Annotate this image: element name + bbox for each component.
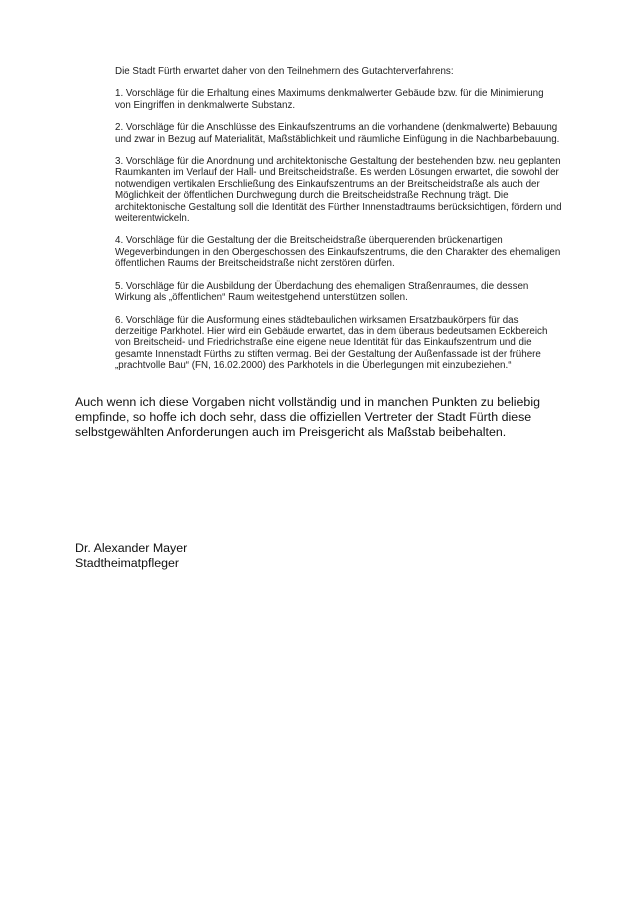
signature-block xyxy=(75,541,560,571)
list-item-2: 2. Vorschläge für die Anschlüsse des Einkaufszentrums an die vorhandene (denkmalwerte) Bebauung und zwar in Bezug auf Materialität, Maßstäblichkeit und räumliche Einfügung in die Nachbarbebauung. xyxy=(115,122,560,145)
list-item-3: 3. Vorschläge für die Anordnung und architektonische Gestaltung der bestehenden bzw. neu geplanten Raumkanten im Verlauf der Hall- und Breitscheidstraße. Es werden Lösungen erwartet, die sowohl der notwendigen vertikalen Erschließung des Einkaufszentrums an der Breitscheidstraße als auch der Möglichkeit der öffentlichen Durchwegung durch die Breitscheidstraße Rechnung trägt. Die architektonische Gestaltung soll die Identität des Fürther Innenstadtraums berücksichtigen, fördern und weiterentwickeln. xyxy=(115,156,562,225)
list-item-6: 6. Vorschläge für die Ausformung eines städtebaulichen wirksamen Ersatzbaukörpers für das derzeitige Parkhotel. Hier wird ein Gebäude erwartet, das in dem überaus bedeutsamen Eckbereich von Breitscheid- und Friedrichstraße eine eigene neue Identität für das Einkaufszentrum und die gesamte Innenstadt Fürths zu stiften vermag. Bei der Gestaltung der Außenfassade ist der frühere „prachtvolle Bau“ (FN, 16.02.2000) des Parkhotels in die Überlegungen mit einzubeziehen.“ xyxy=(115,314,548,372)
list-item-5: 5. Vorschläge für die Ausbildung der Überdachung des ehemaligen Straßenraumes, die dessen Wirkung als „öffentlichen“ Raum weitestgehend unterstützen sollen. xyxy=(115,280,529,304)
signature-name: Dr. Alexander Mayer xyxy=(75,540,188,555)
signature-title: Stadtheimatpfleger xyxy=(75,555,180,570)
intro-paragraph: Die Stadt Fürth erwartet daher von den Teilnehmern des Gutachterverfahrens: xyxy=(115,66,454,77)
list-item-4: 4. Vorschläge für die Gestaltung der die Breitscheidstraße überquerenden brückenartigen Wegeverbindungen in den Obergeschossen des Einkaufszentrums, die den Charakter des ehemaligen öffentlichen Raums der Breitscheidstraße nicht zerstören dürfen. xyxy=(115,235,561,270)
closing-paragraph: Auch wenn ich diese Vorgaben nicht vollständig und in manchen Punkten zu beliebig empfinde, so hoffe ich doch sehr, dass die offiziellen Vertreter der Stadt Fürth diese selbstgewählten Anforderungen auch im Preisgericht als Maßstab beibehalten. xyxy=(75,394,540,439)
list-item-1: 1. Vorschläge für die Erhaltung eines Maximums denkmalwerter Gebäude bzw. für die Minimierung von Eingriffen in denkmalwerte Substanz. xyxy=(115,88,544,111)
quote-block xyxy=(115,66,562,372)
